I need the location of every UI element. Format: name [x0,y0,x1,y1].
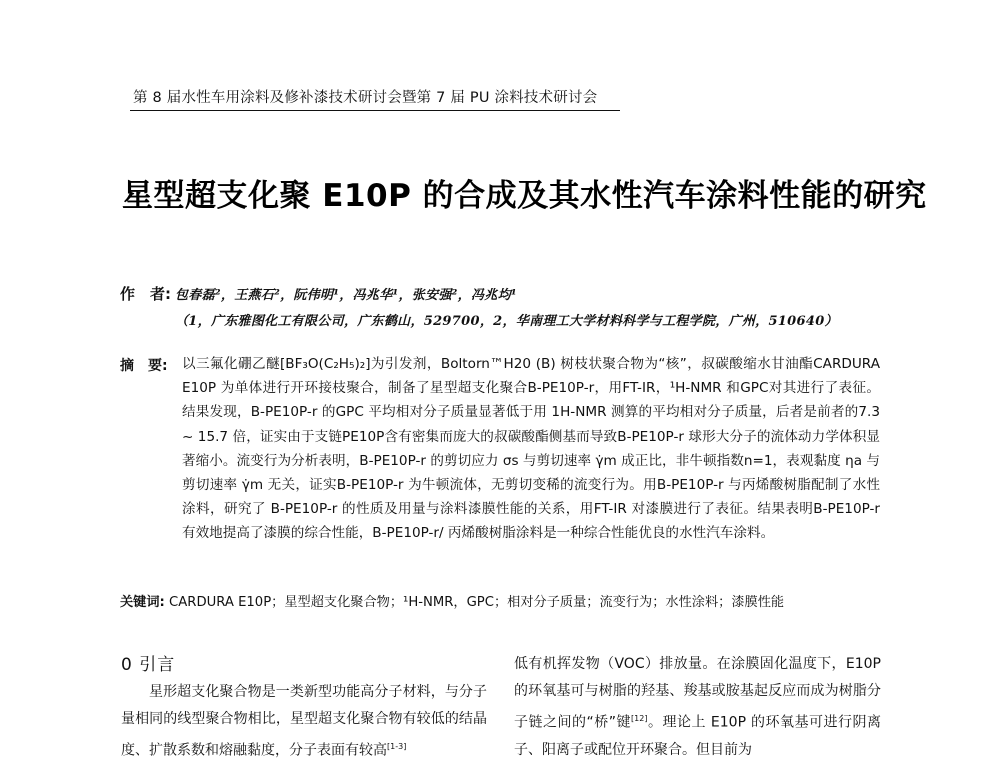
keywords-label: 关键词: [120,595,165,610]
intro-continued-paragraph [514,651,881,764]
abstract-text: 以三氟化硼乙醚[BF₃O(C₂H₅)₂]为引发剂，Boltorn™H20 (B) 树枝状聚合物为“核”，叔碳酸缩水甘油酯CARDURA E10P 为单体进行开环接枝聚合，制备了星型超支化聚合B-PE10P-r，用FT-IR，¹H-NMR 和GPC对其进行了表征。结果发现，B-PE10P-r 的GPC 平均相对分子质量显著低于用 1H-NMR 测算的平均相对分子质量，后者是前者的7.3 ~ 15.7 倍，证实由于支链PE10P含有密集而庞大的叔碳酸酯侧基而导致B-PE10P-r 球形大分子的流体动力学体积显著缩小。流变行为分析表明，B-PE10P-r 的剪切应力 σs 与剪切速率 γ̇m 成正比，非牛顿指数n=1，表观黏度 ηa 与剪切速率 γ̇m 无关，证实B-PE10P-r 为牛顿流体，无剪切变稀的流变行为。用B-PE10P-r 与丙烯酸树脂配制了水性涂料，研究了 B-PE10P-r 的性质及用量与涂料漆膜性能的关系，用FT-IR 对漆膜进行了表征。结果表明B-PE10P-r 有效地提高了漆膜的综合性能，B-PE10P-r/ 丙烯酸树脂涂料是一种综合性能优良的水性汽车涂料。 [182,356,880,542]
citation-ref: [12] [631,714,648,723]
header-divider [130,110,620,111]
author-list: 包春磊²，王燕石²，阮伟明¹，冯兆华¹，张安强²，冯兆均¹ [175,288,517,303]
author-affiliations: （1，广东雅图化工有限公司，广东鹤山，529700，2，华南理工大学材料科学与工程学院，广州，510640） [175,314,838,329]
conference-header: 第 8 届水性车用涂料及修补漆技术研讨会暨第 7 届 PU 涂料技术研讨会 [133,90,598,106]
intro-left-text: 星形超支化聚合物是一类新型功能高分子材料，与分子量相同的线型聚合物相比，星型超支化聚合物有较低的结晶度、扩散系数和熔融黏度，分子表面有较高 [121,684,487,759]
citation-ref: [1-3] [387,742,407,751]
keywords-line [120,591,784,610]
intro-right-text-after: 。理论上 E10P 的环氧基可进行阴离子、阳离子或配位开环聚合。但目前为 [514,714,881,758]
paper-title: 星型超支化聚 E10P 的合成及其水性汽车涂料性能的研究 [122,178,927,214]
intro-right-text: 低有机挥发物（VOC）排放量。在涂膜固化温度下，E10P 的环氧基可与树脂的羟基、羧基或胺基起反应而成为树脂分子链之间的“桥”键 [514,656,881,731]
authors-label: 作 者: [120,285,171,303]
keywords-text: CARDURA E10P；星型超支化聚合物；¹H-NMR，GPC；相对分子质量；流变行为；水性涂料；漆膜性能 [169,595,785,610]
section-heading-intro: 0 引言 [121,655,176,675]
intro-paragraph [121,679,487,765]
abstract-label: 摘 要: [120,358,168,374]
intro-right-column [514,651,881,764]
abstract-body [182,352,880,546]
intro-left-column [121,679,487,765]
